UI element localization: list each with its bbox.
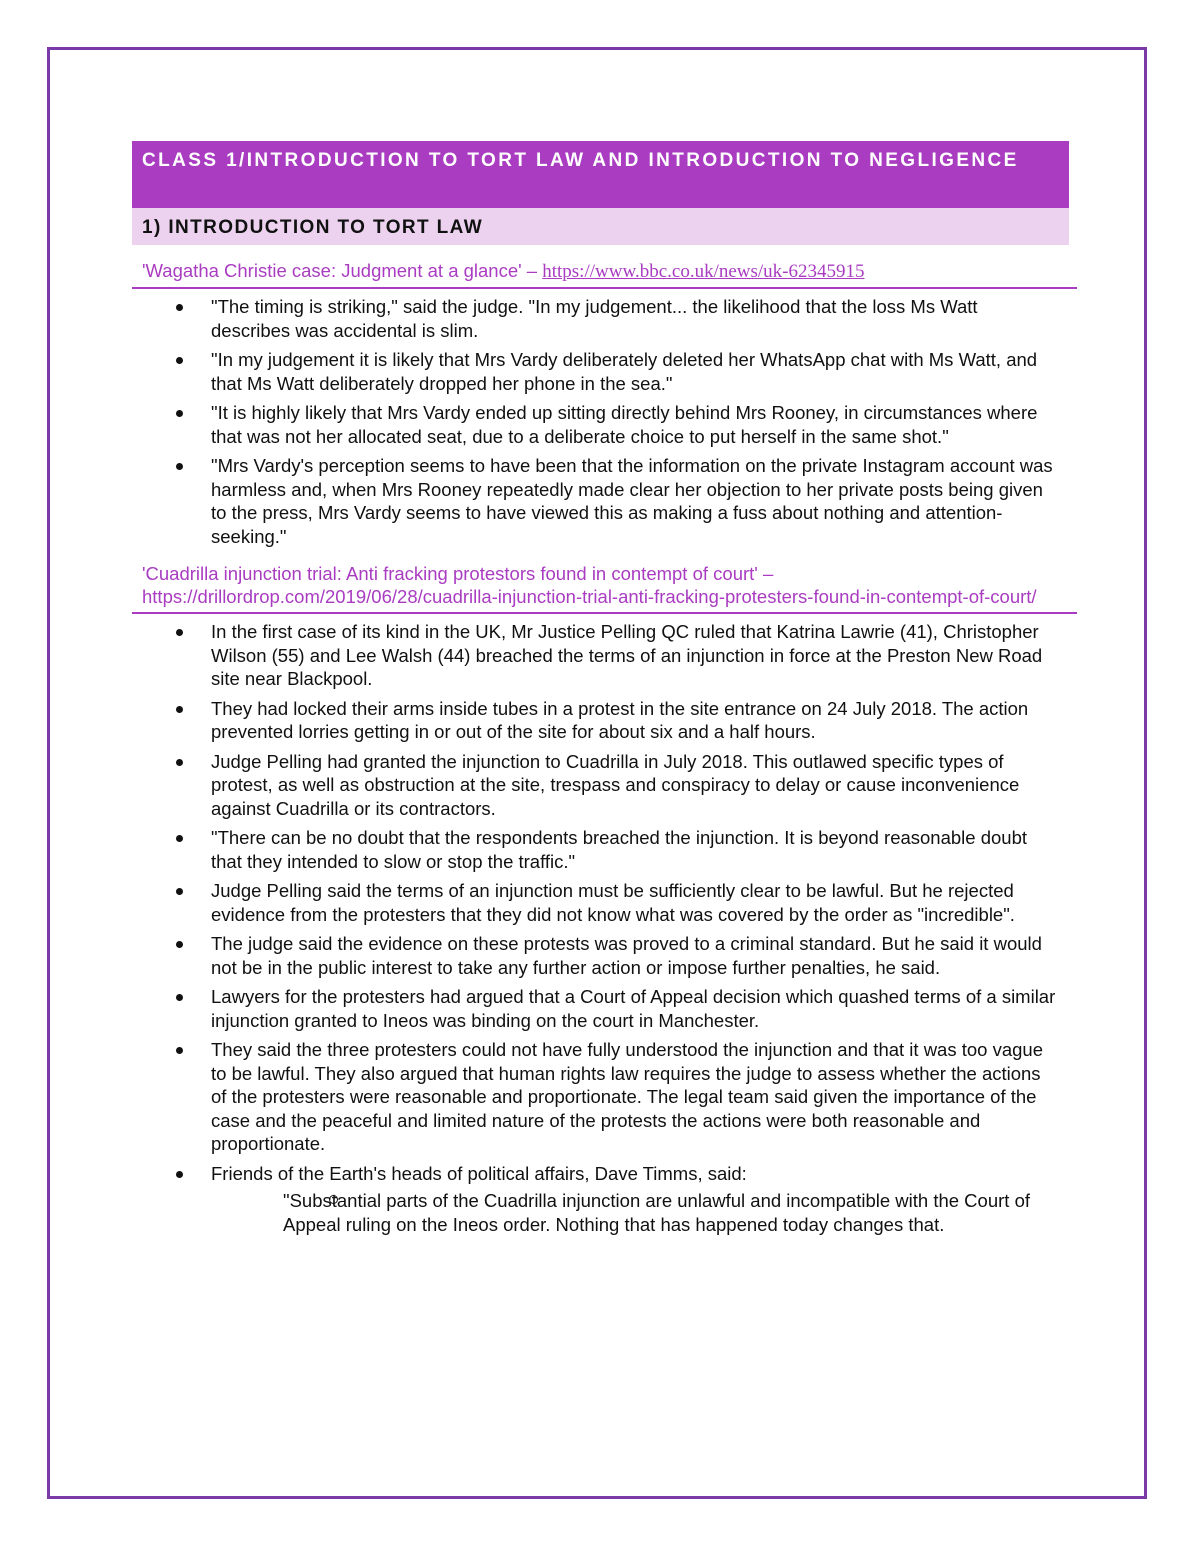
sub-list-item <box>211 1189 1061 1236</box>
list-item-text: "Mrs Vardy's perception seems to have been that the information on the private Instagram account was harmless and, when Mrs Rooney repeatedly made clear her objection to her private posts being given to the press, Mrs Vardy seems to have viewed this as making a fuss about nothing and attention-seeking." <box>211 455 1053 547</box>
list-item <box>132 750 1069 821</box>
list-item <box>132 1162 1069 1237</box>
bullet-icon <box>176 941 183 948</box>
bullet-icon <box>176 629 183 636</box>
bullet-list-1 <box>132 295 1069 548</box>
list-item <box>132 879 1069 926</box>
list-item-text: "The timing is striking," said the judge. "In my judgement... the likelihood that the loss Ms Watt describes was accidental is slim. <box>211 296 978 341</box>
list-item-text: Friends of the Earth's heads of political affairs, Dave Timms, said: <box>211 1162 747 1184</box>
list-item <box>132 620 1069 691</box>
list-item-text: They said the three protesters could not have fully understood the injunction and that it was too vague to be lawful. They also argued that human rights law requires the judge to assess whether the actions of the protesters were reasonable and proportionate. The legal team said given the importance of the case and the peaceful and limited nature of the protests the actions were both reasonable and proportionate. <box>211 1039 1043 1154</box>
class-header: CLASS 1/INTRODUCTION TO TORT LAW AND INTRODUCTION TO NEGLIGENCE <box>132 141 1069 208</box>
document-content <box>132 141 1069 1236</box>
list-item-text: "In my judgement it is likely that Mrs Vardy deliberately deleted her WhatsApp chat with Ms Watt, and that Ms Watt deliberately dropped her phone in the sea." <box>211 349 1038 394</box>
section-header: 1) INTRODUCTION TO TORT LAW <box>132 208 1069 245</box>
list-item <box>132 1038 1069 1156</box>
bullet-icon <box>176 759 183 766</box>
sub-bullet-list <box>211 1189 1061 1236</box>
sub-list-item-text: "Substantial parts of the Cuadrilla injunction are unlawful and incompatible with the Court of Appeal ruling on the Ineos order. Nothing that has happened today changes that. <box>283 1190 1030 1235</box>
list-item <box>132 697 1069 744</box>
list-item <box>132 932 1069 979</box>
bullet-icon <box>176 1047 183 1054</box>
hollow-bullet-icon <box>329 1195 338 1204</box>
source-reference-2 <box>132 548 1077 614</box>
list-item-text: In the first case of its kind in the UK, Mr Justice Pelling QC ruled that Katrina Lawrie (41), Christopher Wilson (55) and Lee Walsh (44) breached the terms of an injunction in force at the Preston New Road site near Blackpool. <box>211 621 1043 689</box>
bullet-icon <box>176 888 183 895</box>
source-title: 'Wagatha Christie case: Judgment at a glance' – <box>142 260 543 281</box>
bullet-icon <box>176 357 183 364</box>
source-reference-1 <box>132 245 1077 289</box>
list-item-text: The judge said the evidence on these protests was proved to a criminal standard. But he said it would not be in the public interest to take any further action or impose further penalties, he said. <box>211 933 1042 978</box>
bullet-icon <box>176 1171 183 1178</box>
list-item-text: They had locked their arms inside tubes in a protest in the site entrance on 24 July 2018. The action prevented lorries getting in or out of the site for about six and a half hours. <box>211 697 1029 742</box>
list-item <box>132 454 1069 548</box>
bullet-icon <box>176 706 183 713</box>
list-item <box>132 401 1069 448</box>
bullet-list-2 <box>132 620 1069 1236</box>
list-item <box>132 826 1069 873</box>
list-item-text: "It is highly likely that Mrs Vardy ended up sitting directly behind Mrs Rooney, in circumstances where that was not her allocated seat, due to a deliberate choice to put herself in the same shot." <box>211 402 1038 447</box>
list-item <box>132 295 1069 342</box>
bullet-icon <box>176 463 183 470</box>
bullet-icon <box>176 994 183 1001</box>
bullet-icon <box>176 835 183 842</box>
list-item-text: "There can be no doubt that the respondents breached the injunction. It is beyond reasonable doubt that they intended to slow or stop the traffic." <box>211 827 1028 872</box>
list-item <box>132 985 1069 1032</box>
bullet-icon <box>176 410 183 417</box>
list-item-text: Judge Pelling had granted the injunction to Cuadrilla in July 2018. This outlawed specific types of protest, as well as obstruction at the site, trespass and conspiracy to delay or cause inconvenience against Cuadrilla or its contractors. <box>211 750 1020 819</box>
list-item <box>132 348 1069 395</box>
source-text[interactable]: 'Cuadrilla injunction trial: Anti fracking protestors found in contempt of court' – https://drillordrop.com/2019/06/28/cuadrilla-injunction-trial-anti-fracking-protesters-found-in-contempt-of-court/ <box>142 563 1037 607</box>
source-link[interactable]: https://www.bbc.co.uk/news/uk-62345915 <box>542 261 865 282</box>
list-item-text: Lawyers for the protesters had argued that a Court of Appeal decision which quashed terms of a similar injunction granted to Ineos was binding on the court in Manchester. <box>211 986 1056 1031</box>
list-item-text: Judge Pelling said the terms of an injunction must be sufficiently clear to be lawful. But he rejected evidence from the protesters that they did not know what was covered by the order as "incredible". <box>211 880 1015 925</box>
bullet-icon <box>176 304 183 311</box>
